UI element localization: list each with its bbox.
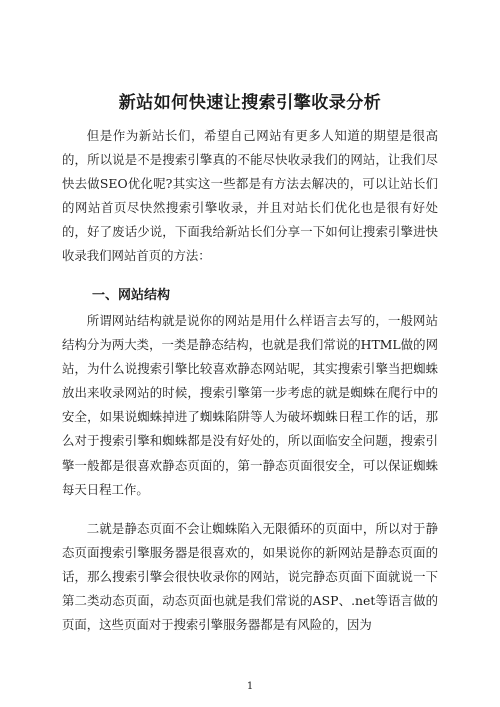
body-paragraph: 所谓网站结构就是说你的网站是用什么样语言去写的，一般网站结构分为两大类，一类是静态结构，也就是我们常说的HTML做的网站，为什么说搜索引擎比较喜欢静态网站呢，其实搜索引擎当把蜘蛛放出来收录网站的时候，搜索引擎第一步考虑的就是蜘蛛在爬行中的安全，如果说蜘蛛掉进了蜘蛛陷阱等人为破坏蜘蛛日程工作的话，那么对于搜索引擎和蜘蛛都是没有好处的，所以面临安全问题，搜索引擎一般都是很喜欢静态页面的，第一静态页面很安全，可以保证蜘蛛每天日程工作。 xyxy=(62,313,438,497)
section-heading: 一、网站结构 xyxy=(92,288,171,303)
intro-paragraph: 但是作为新站长们，希望自己网站有更多人知道的期望是很高的，所以说是不是搜索引擎真的不能尽快收录我们的网站，让我们尽快去做SEO优化呢?其实这一些都是有方法去解决的，可以让站长们的网站首页尽快然搜索引擎收录，并且对站长们优化也是很有好处的，好了废话少说，下面我给新站长们分享一下如何让搜索引擎进快收录我们网站首页的方法： xyxy=(62,128,438,264)
document-title: 新站如何快速让搜索引擎收录分析 xyxy=(118,93,382,113)
body-paragraph: 二就是静态页面不会让蜘蛛陷入无限循环的页面中，所以对于静态页面搜索引擎服务器是很喜欢的，如果说你的新网站是静态页面的话，那么搜索引擎会很快收录你的网站，说完静态页面下面就说一下第二类动态页面，动态页面也就是我们常说的ASP、.net等语言做的页面，这些页面对于搜索引擎服务器都是有风险的，因为 xyxy=(62,521,438,633)
page-number: 1 xyxy=(246,681,254,692)
